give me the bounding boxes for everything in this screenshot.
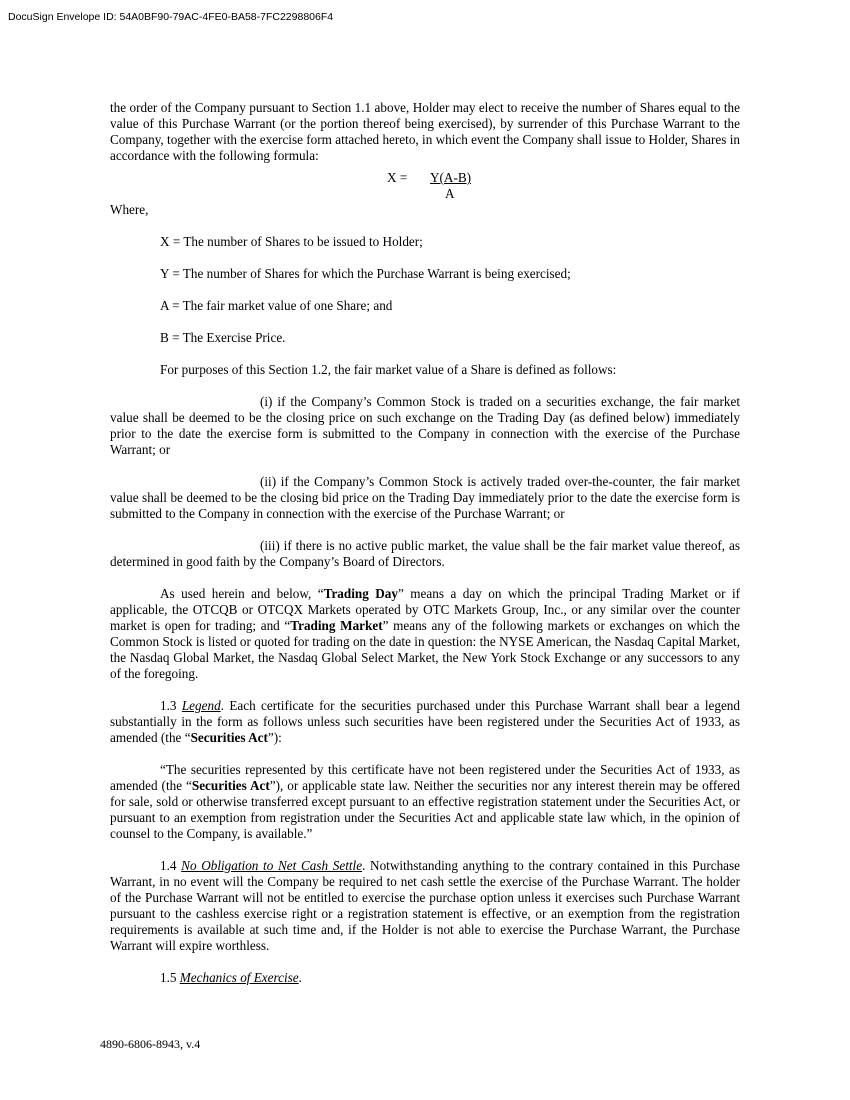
section-1-5-mechanics: 1.5 Mechanics of Exercise. (160, 970, 302, 985)
section-1-4-no-obligation: 1.4 No Obligation to Net Cash Settle. Notwithstanding anything to the contrary contained in this Purchase Warrant, in no event will the Company be required to net cash settle the exercise of the Purchase Warrant. The holder of the Purchase Warrant will not be entitled to exercise the purchase option unless it exercises such Purchase Warrant pursuant to the cashless exercise right or a registration statement is effective, or an exemption from the registration requirements is available at such time and, if the Holder is not able to exercise the Purchase Warrant, the Purchase Warrant will expire worthless. (110, 858, 741, 953)
trading-day-definition: As used herein and below, “Trading Day” means a day on which the principal Trading Market or if applicable, the OTCQB or OTCQX Markets operated by OTC Markets Group, Inc., or any similar over the counter market is open for trading; and “Trading Market” means any of the following markets or exchanges on which the Common Stock is listed or quoted for trading on the date in question: the NYSE American, the Nasdaq Capital Market, the Nasdaq Global Market, the Nasdaq Global Select Market, the New York Stock Exchange or any successors to any of the foregoing. (110, 586, 740, 681)
term-trading-day: Trading Day (323, 586, 398, 601)
document-page (110, 100, 740, 986)
fmv-intro: For purposes of this Section 1.2, the fair market value of a Share is defined as follows: (160, 362, 617, 377)
term-securities-act-quote: Securities Act (191, 778, 270, 793)
fmv-item-i: (i) if the Company’s Common Stock is traded on a securities exchange, the fair market value shall be deemed to be the closing price on such exchange on the Trading Day (as defined below) immediately prior to the date the exercise form is submitted to the Company in connection with the exercise of the Purchase Warrant; or (110, 394, 740, 457)
term-trading-market: Trading Market (290, 618, 383, 633)
formula-numerator: Y(A-B) (430, 170, 472, 185)
footer-doc-id: 4890-6806-8943, v.4 (100, 1037, 201, 1051)
legend-heading: Legend (181, 698, 221, 713)
intro-paragraph: the order of the Company pursuant to Section 1.1 above, Holder may elect to receive the number of Shares equal to the value of this Purchase Warrant (or the portion thereof being exercised), by surrender of this Purchase Warrant to the Company, together with the exercise form attached hereto, in which event the Company shall issue to Holder, Shares in accordance with the following formula: (110, 100, 740, 163)
term-securities-act: Securities Act (190, 730, 268, 745)
where-label: Where, (110, 202, 149, 217)
definition-x: X = The number of Shares to be issued to Holder; (160, 234, 423, 249)
definition-b: B = The Exercise Price. (160, 330, 286, 345)
definition-y: Y = The number of Shares for which the Purchase Warrant is being exercised; (160, 266, 571, 281)
formula (110, 170, 740, 202)
fmv-item-iii: (iii) if there is no active public market, the value shall be the fair market value thereof, as determined in good faith by the Company’s Board of Directors. (110, 538, 740, 569)
definition-a: A = The fair market value of one Share; and (160, 298, 393, 313)
fmv-item-ii: (ii) if the Company’s Common Stock is actively traded over-the-counter, the fair market value shall be deemed to be the closing bid price on the Trading Day immediately prior to the date the exercise form is submitted to the Company in connection with the exercise of the Purchase Warrant; or (110, 474, 740, 521)
no-obligation-heading: No Obligation to Net Cash Settle (181, 858, 363, 873)
section-1-3-legend: 1.3 Legend. Each certificate for the securities purchased under this Purchase Warrant shall bear a legend substantially in the form as follows unless such securities have been registered under the Securities Act of 1933, as amended (the “Securities Act”): (110, 698, 740, 745)
formula-lhs: X = (387, 170, 408, 185)
formula-denominator: A (445, 186, 455, 201)
envelope-id: DocuSign Envelope ID: 54A0BF90-79AC-4FE0-BA58-7FC2298806F4 (8, 11, 334, 23)
legend-quote: “The securities represented by this certificate have not been registered under the Securities Act of 1933, as amended (the “Securities Act”), or applicable state law. Neither the securities nor any interest therein may be offered for sale, sold or otherwise transferred except pursuant to an effective registration statement under the Securities Act, or pursuant to an exemption from registration under the Securities Act and applicable state law which, in the opinion of counsel to the Company, is available.” (110, 762, 740, 841)
mechanics-heading: Mechanics of Exercise (179, 970, 299, 985)
